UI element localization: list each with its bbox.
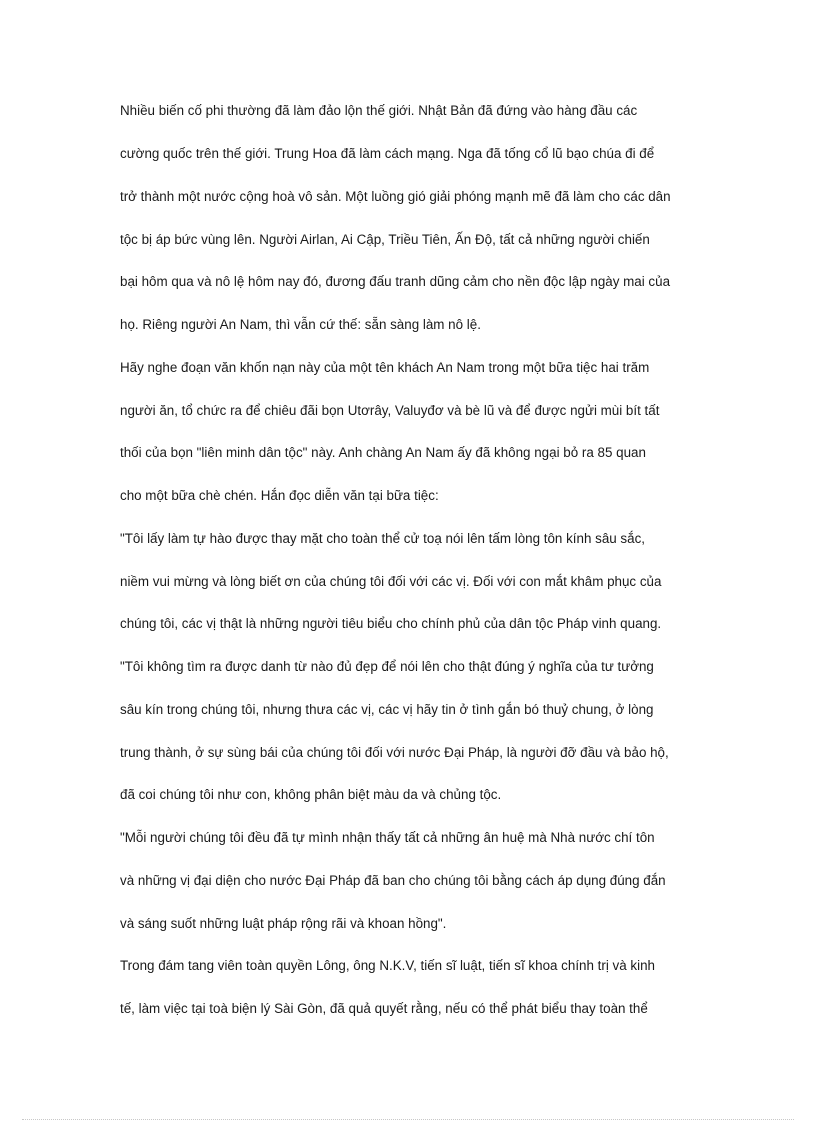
text-line: đã coi chúng tôi như con, không phân biệt màu da và chủng tộc.	[120, 787, 502, 802]
text-line: niềm vui mừng và lòng biết ơn của chúng tôi đối với các vị. Đối với con mắt khâm phục của	[120, 574, 662, 589]
text-line: cho một bữa chè chén. Hắn đọc diễn văn tại bữa tiệc:	[120, 488, 439, 503]
page-bottom-divider	[22, 1119, 794, 1120]
text-line: "Mỗi người chúng tôi đều đã tự mình nhận thấy tất cả những ân huệ mà Nhà nước chí tôn	[120, 830, 655, 845]
text-line: trung thành, ở sự sùng bái của chúng tôi đối với nước Đại Pháp, là người đỡ đầu và bảo hộ,	[120, 745, 669, 760]
text-line: và những vị đại diện cho nước Đại Pháp đã ban cho chúng tôi bằng cách áp dụng đúng đắn	[120, 873, 666, 888]
text-line: Trong đám tang viên toàn quyền Lông, ông N.K.V, tiến sĩ luật, tiến sĩ khoa chính trị và kinh	[120, 958, 655, 973]
text-line: chúng tôi, các vị thật là những người tiêu biểu cho chính phủ của dân tộc Pháp vinh quang.	[120, 616, 662, 631]
text-line: tế, làm việc tại toà biện lý Sài Gòn, đã quả quyết rằng, nếu có thể phát biểu thay toàn thể	[120, 1001, 648, 1016]
text-line: người ăn, tổ chức ra để chiêu đãi bọn Utơrây, Valuyđơ và bè lũ và để được ngửi mùi bít tất	[120, 403, 660, 418]
text-line: bại hôm qua và nô lệ hôm nay đó, đương đấu tranh dũng cảm cho nền độc lập ngày mai của	[120, 274, 671, 289]
text-line: và sáng suốt những luật pháp rộng rãi và khoan hồng".	[120, 916, 447, 931]
text-line: Hãy nghe đoạn văn khốn nạn này của một tên khách An Nam trong một bữa tiệc hai trăm	[120, 360, 650, 375]
text-line: trở thành một nước cộng hoà vô sản. Một luồng gió giải phóng mạnh mẽ đã làm cho các dân	[120, 189, 671, 204]
text-line: họ. Riêng người An Nam, thì vẫn cứ thế: sẵn sàng làm nô lệ.	[120, 317, 481, 332]
text-line: Nhiều biến cố phi thường đã làm đảo lộn thế giới. Nhật Bản đã đứng vào hàng đầu các	[120, 103, 638, 118]
text-line: cường quốc trên thế giới. Trung Hoa đã làm cách mạng. Nga đã tống cổ lũ bạo chúa đi để	[120, 146, 655, 161]
text-line: "Tôi lấy làm tự hào được thay mặt cho toàn thể cử toạ nói lên tấm lòng tôn kính sâu sắc,	[120, 531, 645, 546]
text-line: thối của bọn "liên minh dân tộc" này. Anh chàng An Nam ấy đã không ngại bỏ ra 85 quan	[120, 445, 646, 460]
text-line: sâu kín trong chúng tôi, nhưng thưa các vị, các vị hãy tin ở tình gắn bó thuỷ chung, ở lòng	[120, 702, 654, 717]
text-line: "Tôi không tìm ra được danh từ nào đủ đẹp để nói lên cho thật đúng ý nghĩa của tư tưởng	[120, 659, 654, 674]
text-line: tộc bị áp bức vùng lên. Người Airlan, Ai Cập, Triều Tiên, Ấn Độ, tất cả những người chiến	[120, 232, 650, 247]
